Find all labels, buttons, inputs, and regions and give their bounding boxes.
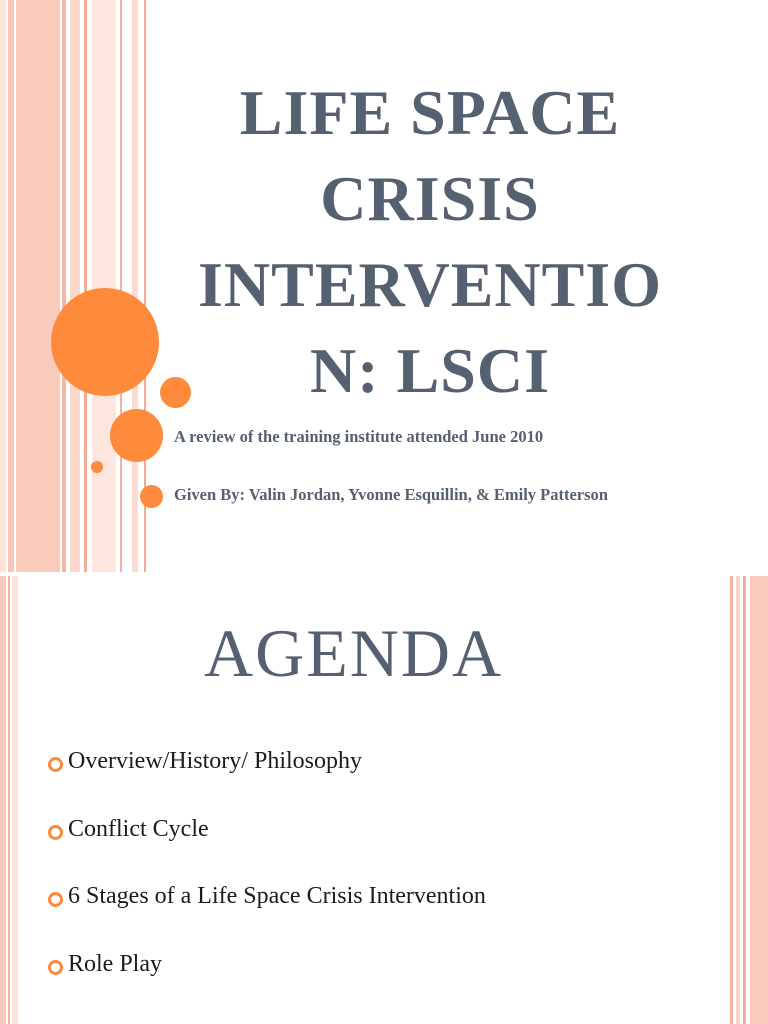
slide-title: [170, 70, 690, 414]
slide-subtitle: A review of the training institute attended June 2010: [174, 427, 544, 446]
presenters-line: Given By: Valin Jordan, Yvonne Esquillin, & Emily Patterson: [174, 485, 608, 504]
decorative-circle-bullet: [140, 485, 163, 508]
agenda-item-label: Overview/History/ Philosophy: [68, 748, 362, 774]
decorative-stripes-right: [730, 576, 768, 1024]
title-line-4: N: LSCI: [310, 335, 550, 406]
title-line-3: INTERVENTIO: [198, 249, 662, 320]
ring-bullet-icon: [48, 892, 63, 907]
ring-bullet-icon: [48, 960, 63, 975]
decorative-stripes-left: [0, 576, 20, 1024]
agenda-item-label: 6 Stages of a Life Space Crisis Intervention: [68, 883, 486, 909]
title-line-1: LIFE SPACE: [239, 77, 621, 148]
title-line-2: CRISIS: [320, 163, 540, 234]
ring-bullet-icon: [48, 757, 63, 772]
decorative-circle-tiny: [91, 461, 103, 473]
agenda-item-label: Role Play: [68, 951, 162, 977]
ring-bullet-icon: [48, 825, 63, 840]
agenda-item-label: Conflict Cycle: [68, 816, 209, 842]
decorative-stripes-left: [0, 0, 150, 576]
decorative-circle-large: [51, 288, 159, 396]
agenda-slide: [0, 576, 768, 1024]
decorative-circle-medium: [110, 409, 163, 462]
slide-heading: AGENDA: [204, 615, 504, 691]
